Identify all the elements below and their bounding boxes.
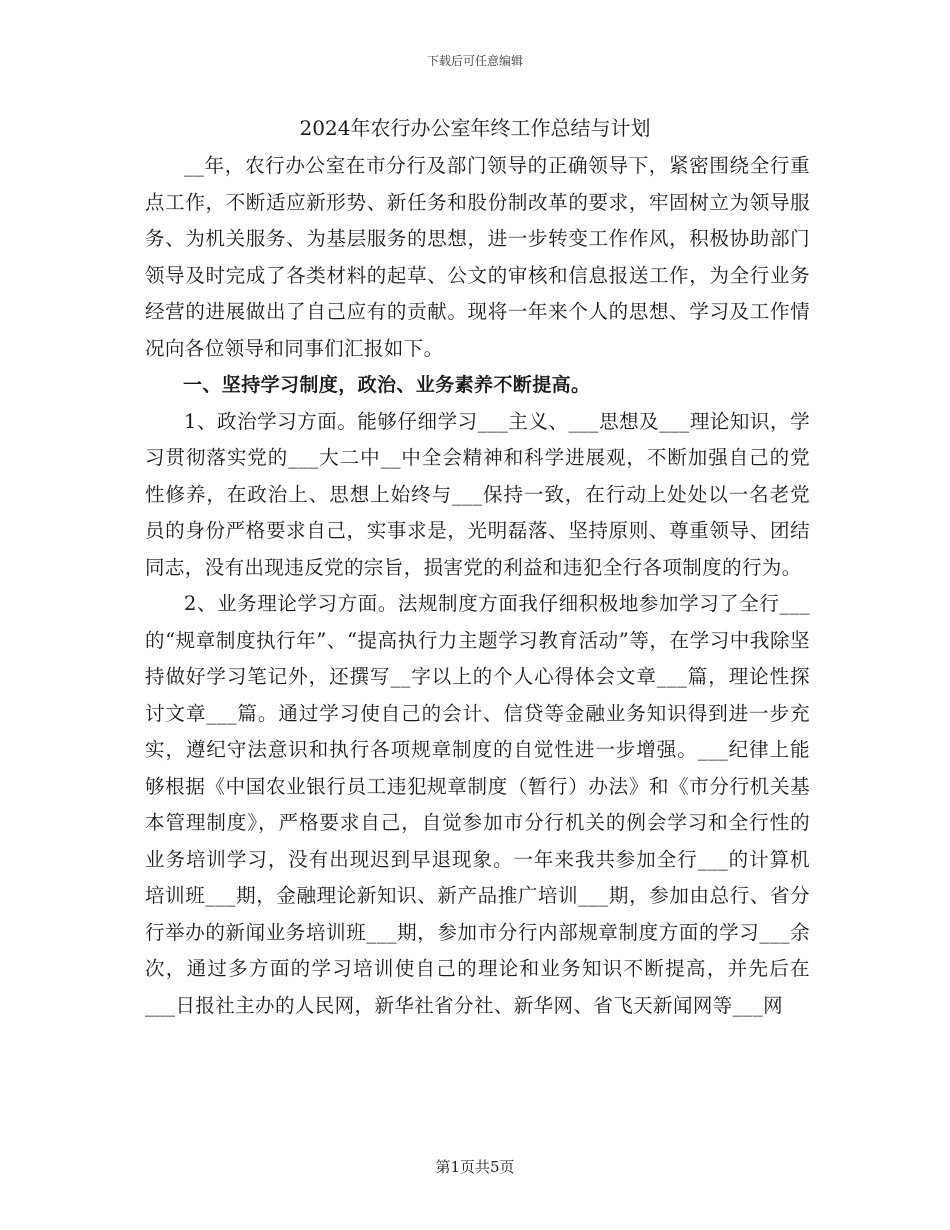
political-study-paragraph: 1、政治学习方面。能够仔细学习___主义、___思想及___理论知识，学习贯彻落实党的___大二中__中全会精神和科学进展观，不断加强自己的党性修养，在政治上、思想上始终与___保持一致，在行动上处处以一名老党员的身份严格要求自己，实事求是，光明磊落、坚持原则、尊重领导、团结同志，没有出现违反党的宗旨，损害党的利益和违犯全行各项制度的行为。 bbox=[145, 409, 810, 579]
section-heading-1: 一、坚持学习制度，政治、业务素养不断提高。 bbox=[183, 374, 591, 396]
business-study-paragraph: 2、业务理论学习方面。法规制度方面我仔细积极地参加学习了全行___的“规章制度执行年”、“提高执行力主题学习教育活动”等，在学习中我除坚持做好学习笔记外，还撰写__字以上的个人心得体会文章___篇，理论性探讨文章___篇。通过学习使自己的会计、信贷等金融业务知识得到进一步充实，遵纪守法意识和执行各项规章制度的自觉性进一步增强。___纪律上能够根据《中国农业银行员工违犯规章制度（暂行）办法》和《市分行机关基本管理制度》，严格要求自己，自觉参加市分行机关的例会学习和全行性的业务培训学习，没有出现迟到早退现象。一年来我共参加全行___的计算机培训班___期，金融理论新知识、新产品推广培训___期，参加由总行、省分行举办的新闻业务培训班___期，参加市分行内部规章制度方面的学习___余次，通过多方面的学习培训使自己的理论和业务知识不断提高，并先后在___日报社主办的人民网，新华社省分社、新华网、省飞天新闻网等___网 bbox=[145, 592, 810, 1017]
intro-paragraph: __年，农行办公室在市分行及部门领导的正确领导下，紧密围绕全行重点工作，不断适应新形势、新任务和股份制改革的要求，牢固树立为领导服务、为机关服务、为基层服务的思想，进一步转变工作作风，积极协助部门领导及时完成了各类材料的起草、公文的审核和信息报送工作，为全行业务经营的进展做出了自己应有的贡献。现将一年来个人的思想、学习及工作情况向各位领导和同事们汇报如下。 bbox=[145, 154, 810, 360]
page-indicator: 第1页共5页 bbox=[435, 1158, 515, 1176]
document-title: 2024年农行办公室年终工作总结与计划 bbox=[299, 116, 651, 140]
document-body bbox=[145, 148, 810, 1024]
download-note: 下载后可任意编辑 bbox=[426, 54, 523, 68]
